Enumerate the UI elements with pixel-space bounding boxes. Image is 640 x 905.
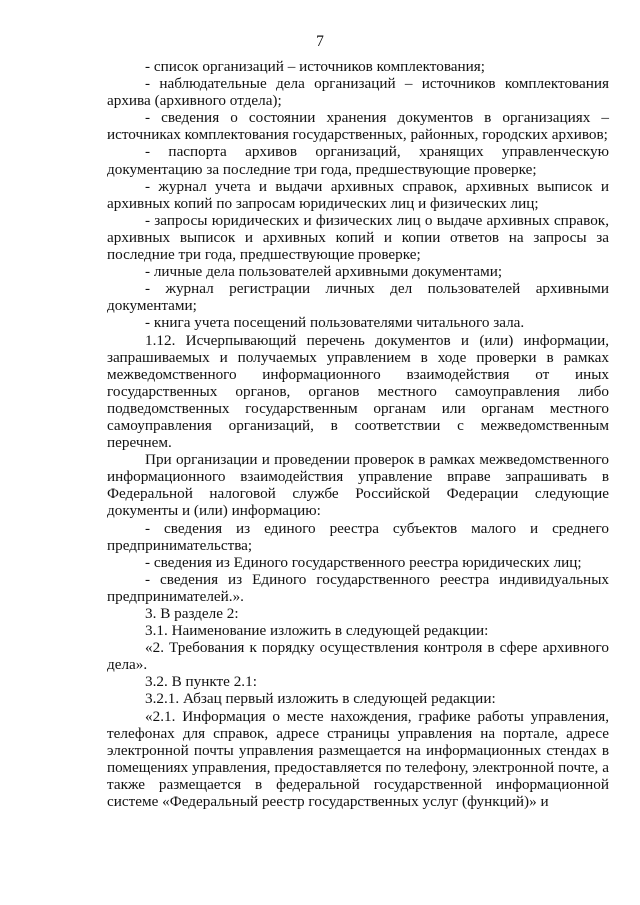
paragraph: «2. Требования к порядку осуществления контроля в сфере архивного дела».	[107, 639, 609, 674]
page-number: 7	[316, 33, 324, 50]
paragraph: - журнал регистрации личных дел пользователей архивными документами;	[107, 280, 609, 315]
paragraph: - журнал учета и выдачи архивных справок, архивных выписок и архивных копий по запросам юридических лиц и физических лиц;	[107, 177, 609, 212]
paragraph: При организации и проведении проверок в рамках межведомственного информационного взаимодействия управление вправе запрашивать в Федеральной налоговой службе Российской Федерации следующие документы и (или) информацию:	[107, 451, 609, 520]
paragraph: - сведения из Единого государственного реестра юридических лиц;	[145, 553, 582, 571]
paragraph: 1.12. Исчерпывающий перечень документов и (или) информации, запрашиваемых и получаемых управлением в ходе проверки в рамках межведомственного информационного взаимодействия от иных государственных органов, органов местного самоуправления либо подведомственных государственным органам или органам местного самоуправления организаций, в соответствии с межведомственным перечнем.	[107, 331, 609, 452]
paragraph: 3.2.1. Абзац первый изложить в следующей редакции:	[145, 690, 496, 708]
paragraph: 3. В разделе 2:	[145, 605, 239, 622]
paragraph: - личные дела пользователей архивными документами;	[145, 263, 503, 281]
paragraph: - наблюдательные дела организаций – источников комплектования архива (архивного отдела);	[107, 75, 609, 110]
paragraph: - книга учета посещений пользователями читального зала.	[145, 314, 525, 332]
paragraph: - запросы юридических и физических лиц о выдаче архивных справок, архивных выписок и архивных копий и копии ответов на запросы за последние три года, предшествующие проверке;	[107, 211, 609, 264]
paragraph: - список организаций – источников комплектования;	[145, 58, 486, 75]
paragraph: - сведения о состоянии хранения документов в организациях – источниках комплектования государственных, районных, городских архивов;	[107, 109, 609, 144]
paragraph: 3.2. В пункте 2.1:	[145, 673, 257, 691]
paragraph: - паспорта архивов организаций, хранящих управленческую документацию за последние три года, предшествующие проверке;	[107, 143, 609, 178]
paragraph: - сведения из единого реестра субъектов малого и среднего предпринимательства;	[107, 519, 609, 554]
paragraph: 3.1. Наименование изложить в следующей редакции:	[145, 622, 489, 640]
paragraph: - сведения из Единого государственного реестра индивидуальных предпринимателей.».	[107, 570, 609, 605]
document-body	[107, 58, 609, 810]
paragraph: «2.1. Информация о месте нахождения, графике работы управления, телефонах для справок, адресе страницы управления на портале, адресе электронной почты управления размещается на информационных стендах в помещениях управления, предоставляется по телефону, электронной почте, а также размещается в федеральной государственной информационной системе «Федеральный реестр государственных услуг (функций)» и	[107, 707, 609, 811]
